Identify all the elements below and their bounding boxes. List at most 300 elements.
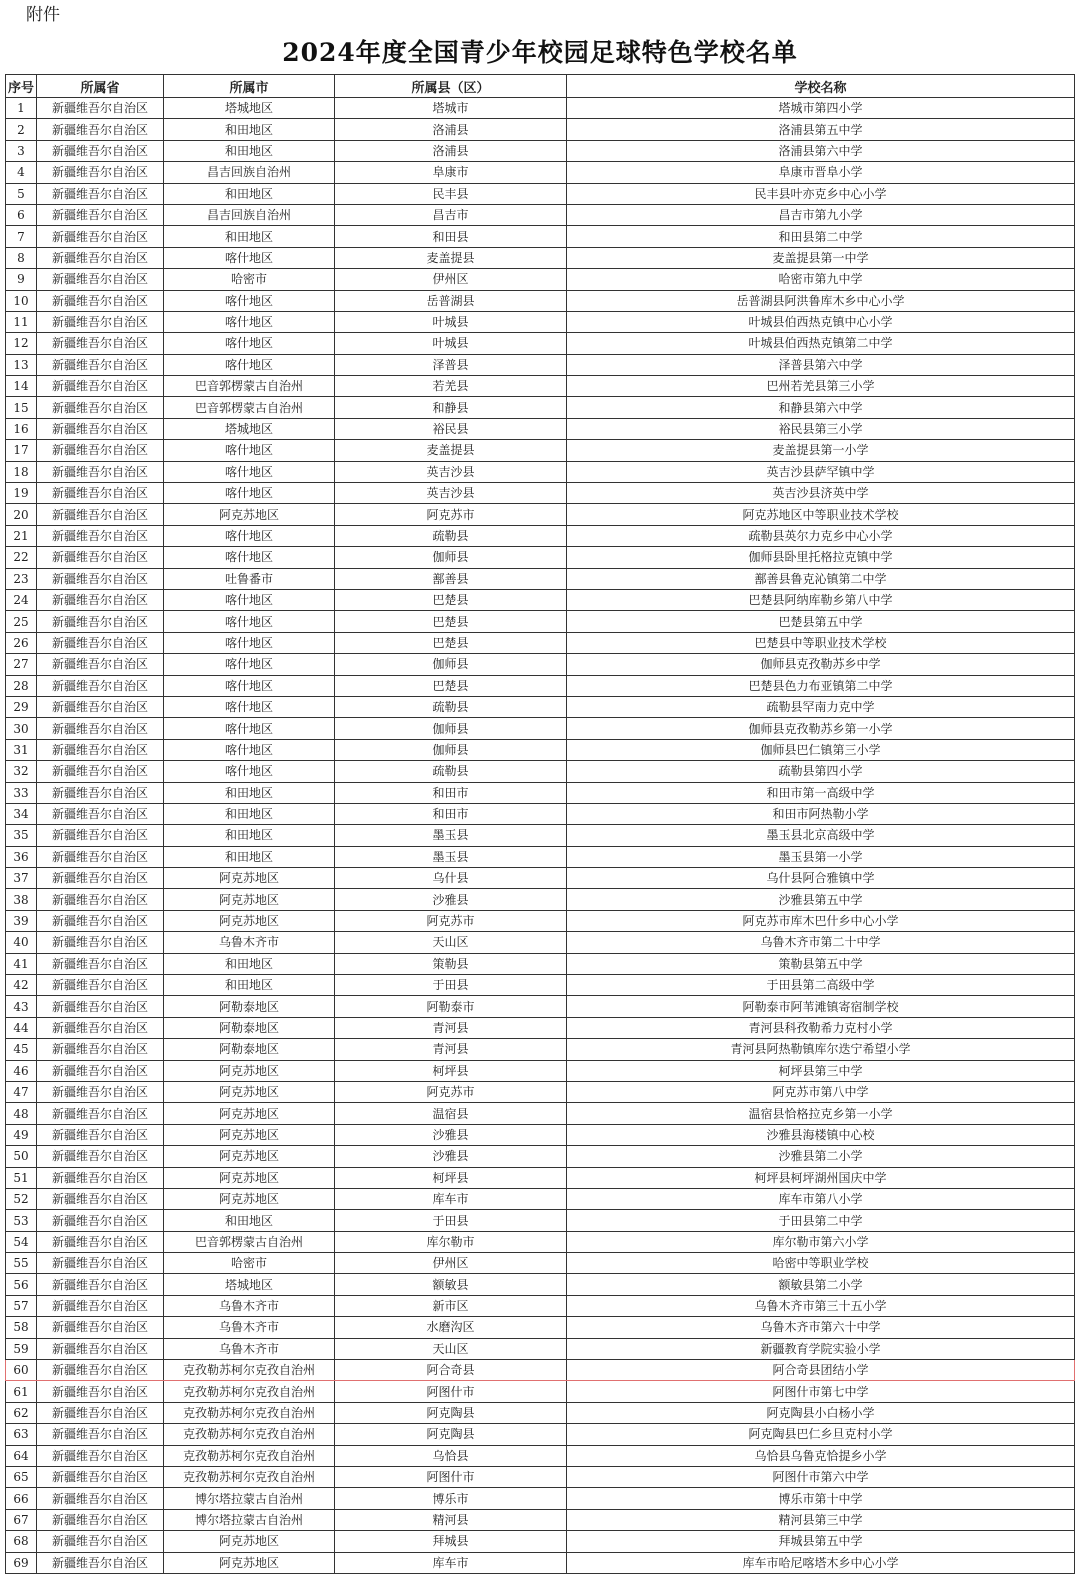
- cell-province: 新疆维吾尔自治区: [37, 354, 164, 375]
- cell-city: 克孜勒苏柯尔克孜自治州: [164, 1445, 335, 1466]
- cell-index: 51: [6, 1167, 37, 1188]
- table-row: [6, 846, 1075, 867]
- cell-index: 29: [6, 696, 37, 717]
- cell-province: 新疆维吾尔自治区: [37, 1552, 164, 1573]
- table-row: [6, 761, 1075, 782]
- cell-city: 阿克苏地区: [164, 1124, 335, 1145]
- cell-school: 昌吉市第九小学: [567, 204, 1075, 225]
- cell-county: 库尔勒市: [335, 1231, 567, 1252]
- cell-county: 额敏县: [335, 1274, 567, 1295]
- cell-county: 乌恰县: [335, 1445, 567, 1466]
- cell-province: 新疆维吾尔自治区: [37, 483, 164, 504]
- cell-province: 新疆维吾尔自治区: [37, 119, 164, 140]
- table-row: [6, 483, 1075, 504]
- cell-city: 塔城地区: [164, 98, 335, 119]
- cell-county: 英吉沙县: [335, 483, 567, 504]
- table-row: [6, 1103, 1075, 1124]
- cell-index: 65: [6, 1467, 37, 1488]
- cell-index: 7: [6, 226, 37, 247]
- cell-school: 阿克苏地区中等职业技术学校: [567, 504, 1075, 525]
- table-row: [6, 376, 1075, 397]
- cell-school: 塔城市第四小学: [567, 98, 1075, 119]
- cell-city: 阿克苏地区: [164, 1167, 335, 1188]
- table-row: [6, 525, 1075, 546]
- attachment-label: 附件: [26, 5, 60, 25]
- cell-province: 新疆维吾尔自治区: [37, 418, 164, 439]
- cell-county: 于田县: [335, 975, 567, 996]
- cell-county: 麦盖提县: [335, 247, 567, 268]
- cell-city: 阿克苏地区: [164, 1552, 335, 1573]
- cell-city: 和田地区: [164, 1210, 335, 1231]
- cell-county: 新市区: [335, 1295, 567, 1316]
- cell-city: 克孜勒苏柯尔克孜自治州: [164, 1467, 335, 1488]
- cell-province: 新疆维吾尔自治区: [37, 568, 164, 589]
- cell-city: 哈密市: [164, 1253, 335, 1274]
- cell-index: 3: [6, 140, 37, 161]
- cell-city: 巴音郭楞蒙古自治州: [164, 1231, 335, 1252]
- cell-index: 69: [6, 1552, 37, 1573]
- cell-city: 喀什地区: [164, 333, 335, 354]
- cell-county: 若羌县: [335, 376, 567, 397]
- cell-school: 库车市哈尼喀塔木乡中心小学: [567, 1552, 1075, 1573]
- cell-school: 博乐市第十中学: [567, 1488, 1075, 1509]
- cell-school: 和静县第六中学: [567, 397, 1075, 418]
- cell-county: 拜城县: [335, 1531, 567, 1552]
- cell-county: 阿合奇县: [335, 1360, 567, 1381]
- table-row: [6, 397, 1075, 418]
- cell-city: 和田地区: [164, 119, 335, 140]
- cell-city: 克孜勒苏柯尔克孜自治州: [164, 1381, 335, 1402]
- table-row: [6, 1488, 1075, 1509]
- table-row: [6, 98, 1075, 119]
- cell-province: 新疆维吾尔自治区: [37, 1360, 164, 1381]
- cell-school: 沙雅县第二小学: [567, 1146, 1075, 1167]
- cell-index: 18: [6, 461, 37, 482]
- cell-index: 10: [6, 290, 37, 311]
- cell-school: 和田县第二中学: [567, 226, 1075, 247]
- cell-county: 柯坪县: [335, 1167, 567, 1188]
- cell-city: 和田地区: [164, 953, 335, 974]
- cell-index: 62: [6, 1402, 37, 1423]
- table-row: [6, 226, 1075, 247]
- table-row: [6, 183, 1075, 204]
- cell-county: 巴楚县: [335, 589, 567, 610]
- cell-school: 泽普县第六中学: [567, 354, 1075, 375]
- cell-school: 阿克陶县小白杨小学: [567, 1402, 1075, 1423]
- cell-county: 和田市: [335, 782, 567, 803]
- table-row: [6, 1231, 1075, 1252]
- cell-county: 昌吉市: [335, 204, 567, 225]
- cell-county: 库车市: [335, 1188, 567, 1209]
- cell-county: 疏勒县: [335, 525, 567, 546]
- cell-county: 沙雅县: [335, 1146, 567, 1167]
- cell-school: 哈密中等职业学校: [567, 1253, 1075, 1274]
- table-row: [6, 611, 1075, 632]
- cell-index: 26: [6, 632, 37, 653]
- cell-city: 阿克苏地区: [164, 1103, 335, 1124]
- cell-index: 14: [6, 376, 37, 397]
- cell-province: 新疆维吾尔自治区: [37, 1531, 164, 1552]
- cell-province: 新疆维吾尔自治区: [37, 461, 164, 482]
- cell-index: 45: [6, 1039, 37, 1060]
- cell-province: 新疆维吾尔自治区: [37, 589, 164, 610]
- cell-province: 新疆维吾尔自治区: [37, 1210, 164, 1231]
- cell-index: 13: [6, 354, 37, 375]
- cell-province: 新疆维吾尔自治区: [37, 1060, 164, 1081]
- cell-index: 63: [6, 1424, 37, 1445]
- cell-school: 拜城县第五中学: [567, 1531, 1075, 1552]
- table-row: [6, 1124, 1075, 1145]
- cell-province: 新疆维吾尔自治区: [37, 761, 164, 782]
- cell-index: 47: [6, 1081, 37, 1102]
- cell-school: 巴楚县阿纳库勒乡第八中学: [567, 589, 1075, 610]
- cell-province: 新疆维吾尔自治区: [37, 226, 164, 247]
- cell-index: 36: [6, 846, 37, 867]
- cell-county: 洛浦县: [335, 140, 567, 161]
- cell-province: 新疆维吾尔自治区: [37, 1424, 164, 1445]
- cell-county: 鄯善县: [335, 568, 567, 589]
- table-row: [6, 1467, 1075, 1488]
- cell-school: 阿图什市第七中学: [567, 1381, 1075, 1402]
- cell-county: 精河县: [335, 1509, 567, 1530]
- cell-city: 哈密市: [164, 269, 335, 290]
- document-title: 2024年度全国青少年校园足球特色学校名单: [282, 38, 798, 67]
- cell-city: 阿克苏地区: [164, 1081, 335, 1102]
- cell-index: 60: [6, 1360, 37, 1381]
- cell-school: 柯坪县第三中学: [567, 1060, 1075, 1081]
- cell-city: 喀什地区: [164, 718, 335, 739]
- cell-county: 博乐市: [335, 1488, 567, 1509]
- cell-index: 57: [6, 1295, 37, 1316]
- cell-province: 新疆维吾尔自治区: [37, 803, 164, 824]
- cell-county: 民丰县: [335, 183, 567, 204]
- cell-province: 新疆维吾尔自治区: [37, 311, 164, 332]
- table-row: [6, 803, 1075, 824]
- cell-school: 疏勒县罕南力克中学: [567, 696, 1075, 717]
- cell-index: 67: [6, 1509, 37, 1530]
- cell-index: 11: [6, 311, 37, 332]
- cell-city: 阿克苏地区: [164, 910, 335, 931]
- cell-county: 叶城县: [335, 311, 567, 332]
- cell-province: 新疆维吾尔自治区: [37, 1509, 164, 1530]
- cell-school: 乌恰县乌鲁克恰提乡小学: [567, 1445, 1075, 1466]
- cell-county: 英吉沙县: [335, 461, 567, 482]
- table-row: [6, 311, 1075, 332]
- cell-county: 沙雅县: [335, 889, 567, 910]
- cell-index: 58: [6, 1317, 37, 1338]
- cell-county: 温宿县: [335, 1103, 567, 1124]
- table-body: [6, 98, 1075, 1574]
- cell-province: 新疆维吾尔自治区: [37, 1124, 164, 1145]
- cell-province: 新疆维吾尔自治区: [37, 1338, 164, 1359]
- cell-province: 新疆维吾尔自治区: [37, 953, 164, 974]
- cell-index: 44: [6, 1017, 37, 1038]
- cell-county: 青河县: [335, 1039, 567, 1060]
- cell-index: 53: [6, 1210, 37, 1231]
- cell-province: 新疆维吾尔自治区: [37, 440, 164, 461]
- table-row: [6, 739, 1075, 760]
- cell-city: 喀什地区: [164, 654, 335, 675]
- cell-school: 阿图什市第六中学: [567, 1467, 1075, 1488]
- cell-school: 阿克苏市第八中学: [567, 1081, 1075, 1102]
- table-row: [6, 889, 1075, 910]
- cell-province: 新疆维吾尔自治区: [37, 696, 164, 717]
- cell-index: 48: [6, 1103, 37, 1124]
- table-row: [6, 204, 1075, 225]
- cell-school: 麦盖提县第一中学: [567, 247, 1075, 268]
- cell-school: 乌鲁木齐市第三十五小学: [567, 1295, 1075, 1316]
- table-row: [6, 440, 1075, 461]
- cell-school: 疏勒县第四小学: [567, 761, 1075, 782]
- cell-index: 5: [6, 183, 37, 204]
- cell-county: 天山区: [335, 932, 567, 953]
- cell-county: 乌什县: [335, 868, 567, 889]
- table-row: [6, 568, 1075, 589]
- table-row: [6, 975, 1075, 996]
- cell-county: 库车市: [335, 1552, 567, 1573]
- cell-index: 40: [6, 932, 37, 953]
- cell-county: 和田市: [335, 803, 567, 824]
- table-row: [6, 1060, 1075, 1081]
- table-row: [6, 1381, 1075, 1402]
- table-row: [6, 504, 1075, 525]
- cell-school: 于田县第二中学: [567, 1210, 1075, 1231]
- cell-index: 39: [6, 910, 37, 931]
- cell-index: 46: [6, 1060, 37, 1081]
- cell-city: 阿克苏地区: [164, 889, 335, 910]
- cell-city: 和田地区: [164, 183, 335, 204]
- cell-county: 水磨沟区: [335, 1317, 567, 1338]
- cell-school: 英吉沙县萨罕镇中学: [567, 461, 1075, 482]
- cell-province: 新疆维吾尔自治区: [37, 1317, 164, 1338]
- table-row: [6, 1424, 1075, 1445]
- cell-school: 墨玉县第一小学: [567, 846, 1075, 867]
- cell-province: 新疆维吾尔自治区: [37, 1402, 164, 1423]
- cell-city: 塔城地区: [164, 1274, 335, 1295]
- cell-city: 喀什地区: [164, 440, 335, 461]
- cell-index: 52: [6, 1188, 37, 1209]
- table-row: [6, 1017, 1075, 1038]
- cell-index: 54: [6, 1231, 37, 1252]
- cell-county: 巴楚县: [335, 611, 567, 632]
- cell-county: 和静县: [335, 397, 567, 418]
- cell-province: 新疆维吾尔自治区: [37, 247, 164, 268]
- cell-county: 塔城市: [335, 98, 567, 119]
- cell-school: 策勒县第五中学: [567, 953, 1075, 974]
- cell-county: 阜康市: [335, 162, 567, 183]
- cell-school: 洛浦县第六中学: [567, 140, 1075, 161]
- cell-school: 洛浦县第五中学: [567, 119, 1075, 140]
- cell-school: 伽师县克孜勒苏乡中学: [567, 654, 1075, 675]
- cell-province: 新疆维吾尔自治区: [37, 846, 164, 867]
- cell-index: 4: [6, 162, 37, 183]
- cell-school: 叶城县伯西热克镇中心小学: [567, 311, 1075, 332]
- cell-school: 阿勒泰市阿苇滩镇寄宿制学校: [567, 996, 1075, 1017]
- cell-county: 青河县: [335, 1017, 567, 1038]
- cell-school: 乌什县阿合雅镇中学: [567, 868, 1075, 889]
- cell-index: 8: [6, 247, 37, 268]
- cell-county: 沙雅县: [335, 1124, 567, 1145]
- cell-city: 阿克苏地区: [164, 868, 335, 889]
- table-row: [6, 825, 1075, 846]
- cell-province: 新疆维吾尔自治区: [37, 825, 164, 846]
- cell-school: 叶城县伯西热克镇第二中学: [567, 333, 1075, 354]
- cell-school: 精河县第三中学: [567, 1509, 1075, 1530]
- cell-index: 31: [6, 739, 37, 760]
- cell-school: 沙雅县海楼镇中心校: [567, 1124, 1075, 1145]
- school-list-table: [5, 74, 1075, 1574]
- cell-index: 28: [6, 675, 37, 696]
- cell-school: 柯坪县柯坪湖州国庆中学: [567, 1167, 1075, 1188]
- cell-province: 新疆维吾尔自治区: [37, 868, 164, 889]
- cell-county: 阿克苏市: [335, 504, 567, 525]
- cell-city: 吐鲁番市: [164, 568, 335, 589]
- cell-province: 新疆维吾尔自治区: [37, 1146, 164, 1167]
- cell-school: 裕民县第三小学: [567, 418, 1075, 439]
- cell-province: 新疆维吾尔自治区: [37, 504, 164, 525]
- cell-index: 27: [6, 654, 37, 675]
- table-row: [6, 1210, 1075, 1231]
- cell-index: 32: [6, 761, 37, 782]
- cell-index: 55: [6, 1253, 37, 1274]
- cell-city: 博尔塔拉蒙古自治州: [164, 1509, 335, 1530]
- table-row: [6, 333, 1075, 354]
- table-row: [6, 868, 1075, 889]
- table-row: [6, 1039, 1075, 1060]
- cell-city: 喀什地区: [164, 675, 335, 696]
- cell-school: 阜康市晋阜小学: [567, 162, 1075, 183]
- table-row: [6, 354, 1075, 375]
- cell-county: 伽师县: [335, 718, 567, 739]
- cell-county: 阿克苏市: [335, 910, 567, 931]
- cell-school: 库车市第八小学: [567, 1188, 1075, 1209]
- header-county: 所属县（区）: [335, 75, 567, 98]
- cell-city: 喀什地区: [164, 354, 335, 375]
- cell-city: 阿克苏地区: [164, 504, 335, 525]
- cell-school: 沙雅县第五中学: [567, 889, 1075, 910]
- cell-county: 阿克陶县: [335, 1424, 567, 1445]
- cell-school: 英吉沙县济英中学: [567, 483, 1075, 504]
- cell-county: 麦盖提县: [335, 440, 567, 461]
- cell-city: 阿勒泰地区: [164, 1017, 335, 1038]
- cell-province: 新疆维吾尔自治区: [37, 183, 164, 204]
- cell-index: 68: [6, 1531, 37, 1552]
- table-row: [6, 1167, 1075, 1188]
- table-row: [6, 654, 1075, 675]
- cell-province: 新疆维吾尔自治区: [37, 98, 164, 119]
- cell-province: 新疆维吾尔自治区: [37, 1081, 164, 1102]
- table-row: [6, 953, 1075, 974]
- table-row: [6, 461, 1075, 482]
- cell-school: 伽师县卧里托格拉克镇中学: [567, 547, 1075, 568]
- cell-school: 乌鲁木齐市第六十中学: [567, 1317, 1075, 1338]
- cell-index: 50: [6, 1146, 37, 1167]
- cell-city: 乌鲁木齐市: [164, 932, 335, 953]
- cell-city: 喀什地区: [164, 311, 335, 332]
- cell-city: 博尔塔拉蒙古自治州: [164, 1488, 335, 1509]
- cell-province: 新疆维吾尔自治区: [37, 1167, 164, 1188]
- table-row: [6, 1317, 1075, 1338]
- cell-index: 24: [6, 589, 37, 610]
- cell-city: 喀什地区: [164, 461, 335, 482]
- cell-province: 新疆维吾尔自治区: [37, 1231, 164, 1252]
- cell-province: 新疆维吾尔自治区: [37, 204, 164, 225]
- table-row: [6, 140, 1075, 161]
- cell-index: 59: [6, 1338, 37, 1359]
- cell-school: 和田市第一高级中学: [567, 782, 1075, 803]
- table-row: [6, 418, 1075, 439]
- cell-province: 新疆维吾尔自治区: [37, 162, 164, 183]
- cell-province: 新疆维吾尔自治区: [37, 1445, 164, 1466]
- cell-school: 疏勒县英尔力克乡中心小学: [567, 525, 1075, 546]
- cell-index: 25: [6, 611, 37, 632]
- cell-province: 新疆维吾尔自治区: [37, 654, 164, 675]
- cell-index: 19: [6, 483, 37, 504]
- cell-province: 新疆维吾尔自治区: [37, 1253, 164, 1274]
- cell-city: 喀什地区: [164, 632, 335, 653]
- table-row: [6, 1402, 1075, 1423]
- cell-index: 23: [6, 568, 37, 589]
- table-row: [6, 1552, 1075, 1573]
- cell-city: 和田地区: [164, 226, 335, 247]
- cell-province: 新疆维吾尔自治区: [37, 397, 164, 418]
- table-row: [6, 1188, 1075, 1209]
- cell-index: 34: [6, 803, 37, 824]
- cell-province: 新疆维吾尔自治区: [37, 1488, 164, 1509]
- table-row: [6, 1253, 1075, 1274]
- cell-county: 伽师县: [335, 739, 567, 760]
- table-row: [6, 1360, 1075, 1381]
- cell-school: 青河县科孜勒希力克村小学: [567, 1017, 1075, 1038]
- cell-school: 哈密市第九中学: [567, 269, 1075, 290]
- cell-county: 天山区: [335, 1338, 567, 1359]
- table-row: [6, 1274, 1075, 1295]
- cell-county: 泽普县: [335, 354, 567, 375]
- cell-school: 库尔勒市第六小学: [567, 1231, 1075, 1252]
- cell-school: 鄯善县鲁克沁镇第二中学: [567, 568, 1075, 589]
- cell-city: 喀什地区: [164, 547, 335, 568]
- cell-index: 37: [6, 868, 37, 889]
- cell-city: 喀什地区: [164, 525, 335, 546]
- cell-county: 巴楚县: [335, 675, 567, 696]
- table-row: [6, 718, 1075, 739]
- cell-county: 阿克陶县: [335, 1402, 567, 1423]
- cell-county: 伊州区: [335, 269, 567, 290]
- cell-province: 新疆维吾尔自治区: [37, 889, 164, 910]
- cell-city: 巴音郭楞蒙古自治州: [164, 376, 335, 397]
- cell-province: 新疆维吾尔自治区: [37, 1381, 164, 1402]
- cell-school: 新疆教育学院实验小学: [567, 1338, 1075, 1359]
- header-city: 所属市: [164, 75, 335, 98]
- cell-county: 阿图什市: [335, 1381, 567, 1402]
- cell-city: 和田地区: [164, 782, 335, 803]
- table-row: [6, 696, 1075, 717]
- cell-province: 新疆维吾尔自治区: [37, 718, 164, 739]
- cell-school: 巴楚县第五中学: [567, 611, 1075, 632]
- cell-school: 乌鲁木齐市第二十中学: [567, 932, 1075, 953]
- cell-province: 新疆维吾尔自治区: [37, 547, 164, 568]
- cell-province: 新疆维吾尔自治区: [37, 376, 164, 397]
- cell-school: 巴楚县中等职业技术学校: [567, 632, 1075, 653]
- cell-city: 喀什地区: [164, 696, 335, 717]
- cell-province: 新疆维吾尔自治区: [37, 632, 164, 653]
- cell-city: 昌吉回族自治州: [164, 204, 335, 225]
- cell-school: 青河县阿热勒镇库尔迭宁希望小学: [567, 1039, 1075, 1060]
- cell-school: 麦盖提县第一小学: [567, 440, 1075, 461]
- cell-province: 新疆维吾尔自治区: [37, 611, 164, 632]
- cell-county: 岳普湖县: [335, 290, 567, 311]
- cell-index: 21: [6, 525, 37, 546]
